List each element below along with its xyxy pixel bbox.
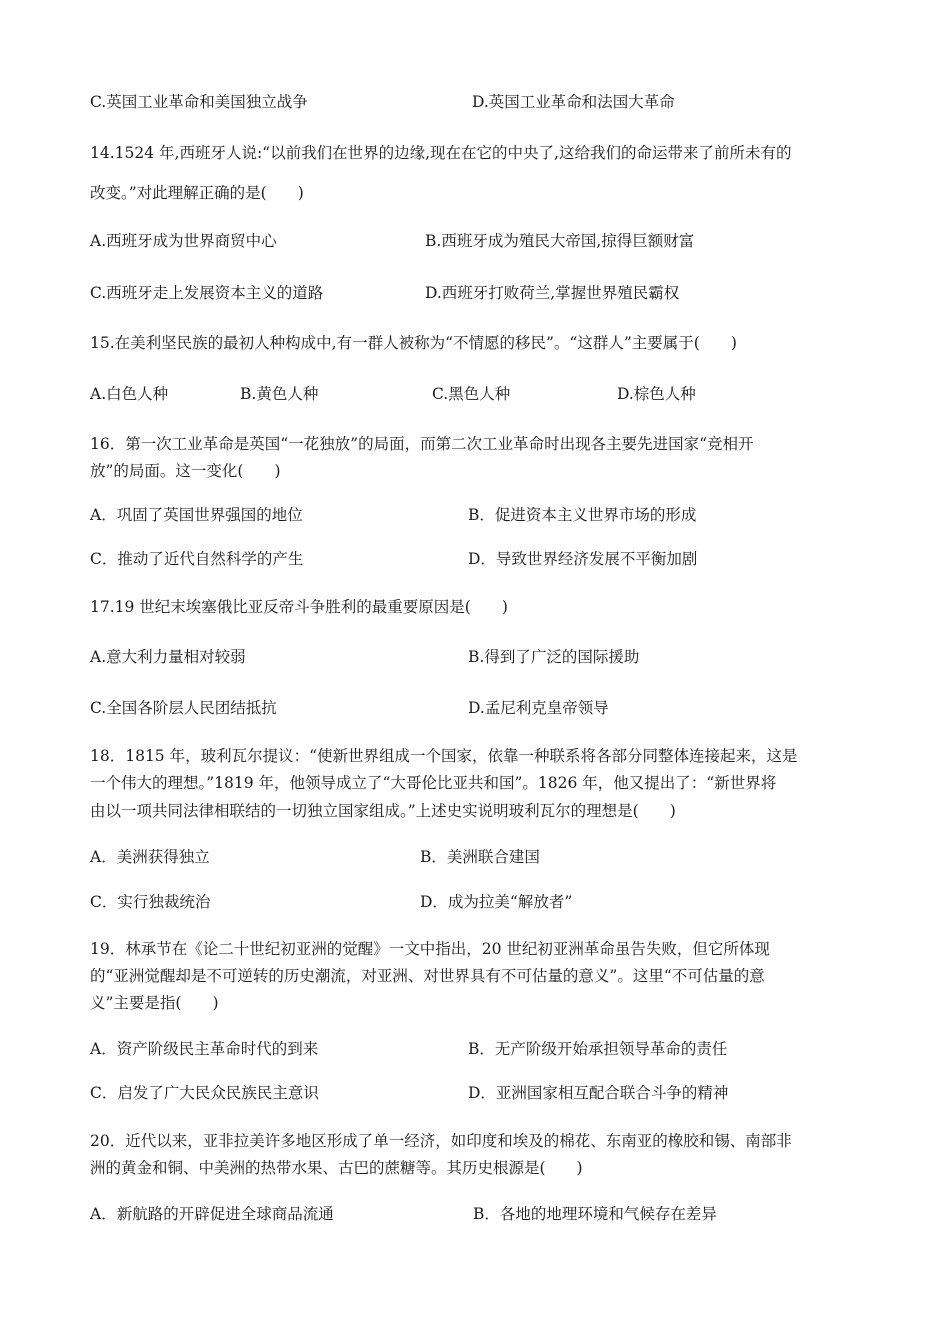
q18-stem-line3: 由以一项共同法律相联结的一切独立国家组成。”上述史实说明玻利瓦尔的理想是( ) — [90, 802, 676, 820]
q15-option-d: D.棕色人种 — [617, 385, 696, 403]
q18-stem-line1: 18．1815 年，玻利瓦尔提议：“使新世界组成一个国家，依靠一种联系将各部分同整体连接起来，这是 — [90, 747, 798, 765]
q14-stem-line2: 改变。”对此理解正确的是( ) — [90, 184, 304, 202]
q18-stem-line2: 一个伟大的理想。”1819 年，他领导成立了“大哥伦比亚共和国”。1826 年，他又提出了：“新世界将 — [90, 774, 777, 792]
q20-stem-line2: 洲的黄金和铜、中美洲的热带水果、古巴的蔗糖等。其历史根源是( ) — [90, 1159, 583, 1177]
q17-stem-line1: 17.19 世纪末埃塞俄比亚反帝斗争胜利的最重要原因是( ) — [90, 598, 508, 616]
q15-option-a: A.白色人种 — [90, 385, 169, 403]
q19-option-c: C．启发了广大民众民族民主意识 — [90, 1084, 319, 1102]
q18-option-b: B．美洲联合建国 — [420, 848, 540, 866]
q20-option-a: A．新航路的开辟促进全球商品流通 — [90, 1205, 334, 1223]
q16-option-d: D．导致世界经济发展不平衡加剧 — [468, 550, 698, 568]
q19-option-b: B．无产阶级开始承担领导革命的责任 — [468, 1040, 728, 1058]
q19-stem-line3: 义”主要是指( ) — [90, 994, 219, 1012]
q17-option-d: D.孟尼利克皇帝领导 — [468, 699, 609, 717]
q17-option-a: A.意大利力量相对较弱 — [90, 648, 246, 666]
q18-option-c: C．实行独裁统治 — [90, 893, 211, 911]
q16-option-b: B．促进资本主义世界市场的形成 — [468, 506, 697, 524]
q13-option-c: C.英国工业革命和美国独立战争 — [90, 93, 308, 111]
q14-option-c: C.西班牙走上发展资本主义的道路 — [90, 284, 324, 302]
q17-option-b: B.得到了广泛的国际援助 — [468, 648, 640, 666]
q14-option-d: D.西班牙打败荷兰,掌握世界殖民霸权 — [425, 284, 680, 302]
q19-stem-line2: 的“亚洲觉醒却是不可逆转的历史潮流，对亚洲、对世界具有不可估量的意义”。这里“不可估量的意 — [90, 967, 765, 985]
q14-stem-line1: 14.1524 年,西班牙人说:“以前我们在世界的边缘,现在在它的中央了,这给我们的命运带来了前所未有的 — [90, 144, 792, 162]
q16-stem-line2: 放”的局面。这一变化( ) — [90, 462, 281, 480]
q19-option-a: A．资产阶级民主革命时代的到来 — [90, 1040, 319, 1058]
q19-option-d: D．亚洲国家相互配合联合斗争的精神 — [468, 1084, 729, 1102]
q18-option-a: A．美洲获得独立 — [90, 848, 210, 866]
q16-option-a: A．巩固了英国世界强国的地位 — [90, 506, 303, 524]
q16-stem-line1: 16．第一次工业革命是英国“一花独放”的局面，而第二次工业革命时出现各主要先进国家“竞相开 — [90, 435, 754, 453]
q15-stem-line1: 15.在美利坚民族的最初人种构成中,有一群人被称为“不情愿的移民”。“这群人”主要属于( ) — [90, 334, 737, 352]
q18-option-d: D．成为拉美“解放者” — [420, 893, 573, 911]
q13-option-d: D.英国工业革命和法国大革命 — [472, 93, 675, 111]
q20-option-b: B．各地的地理环境和气候存在差异 — [473, 1205, 717, 1223]
q14-option-b: B.西班牙成为殖民大帝国,掠得巨额财富 — [425, 232, 695, 250]
q15-option-b: B.黄色人种 — [240, 385, 319, 403]
q15-option-c: C.黑色人种 — [432, 385, 511, 403]
q19-stem-line1: 19．林承节在《论二十世纪初亚洲的觉醒》一文中指出，20 世纪初亚洲革命虽告失败，但它所体现 — [90, 940, 770, 958]
q14-option-a: A.西班牙成为世界商贸中心 — [90, 232, 277, 250]
q17-option-c: C.全国各阶层人民团结抵抗 — [90, 699, 277, 717]
q16-option-c: C．推动了近代自然科学的产生 — [90, 550, 304, 568]
q20-stem-line1: 20．近代以来，亚非拉美许多地区形成了单一经济，如印度和埃及的棉花、东南亚的橡胶和锡、南部非 — [90, 1132, 792, 1150]
